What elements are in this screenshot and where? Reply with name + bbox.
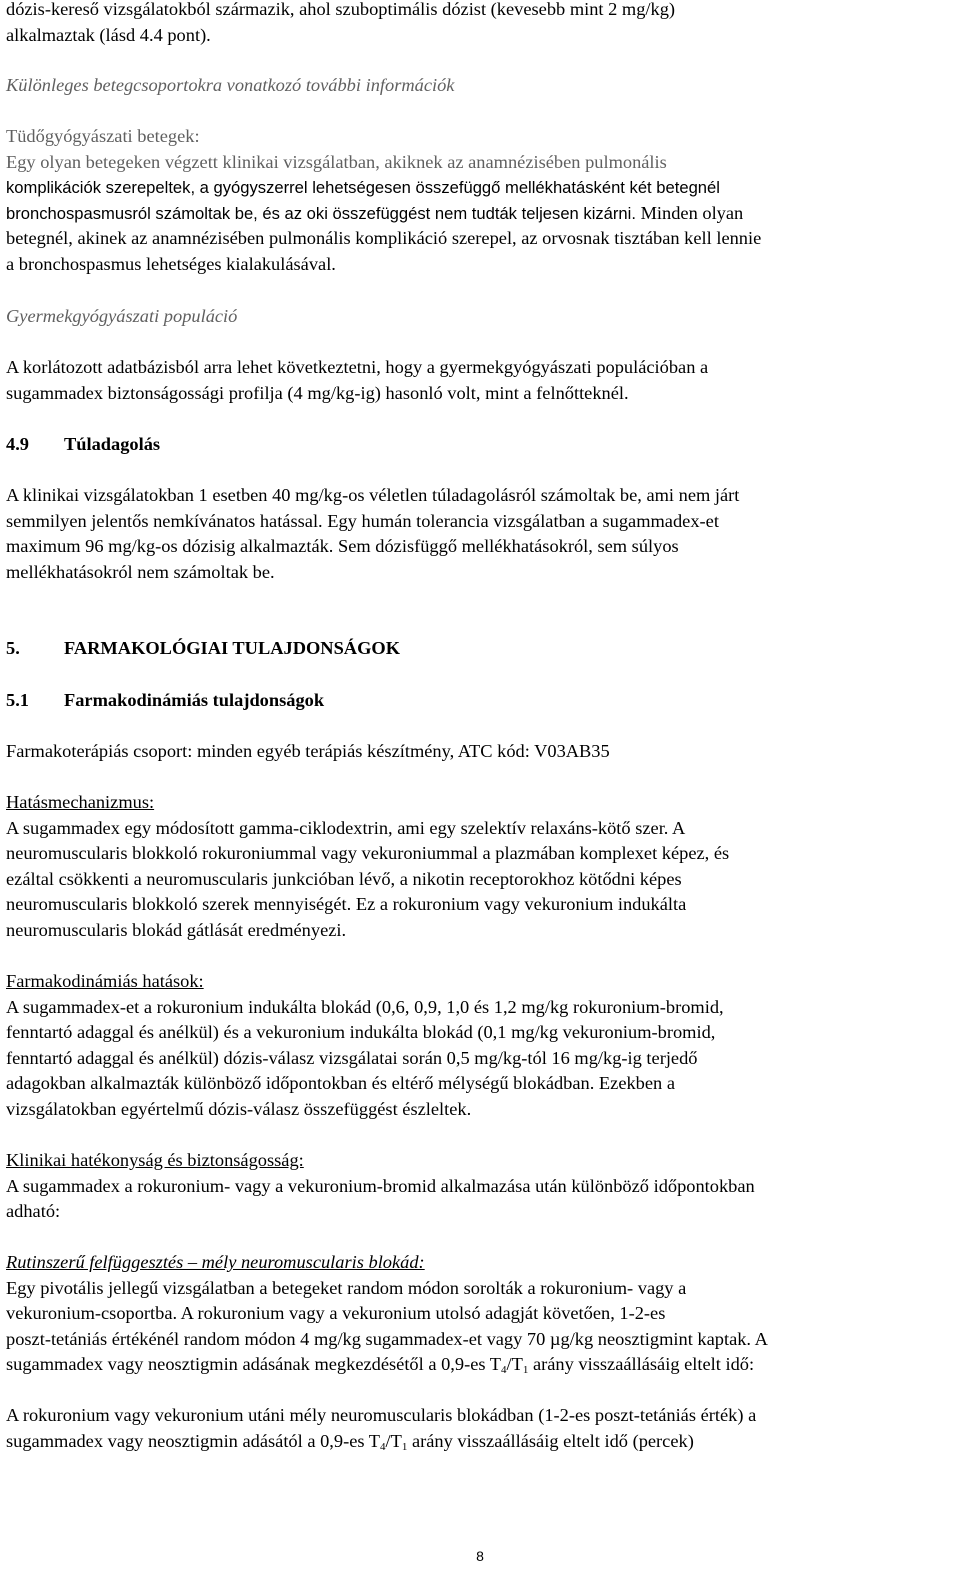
table-caption <box>6 1403 956 1454</box>
text-line: sugammadex biztonságossági profilja (4 mg/kg-ig) hasonló volt, mint a felnőtteknél. <box>6 382 629 403</box>
text-line: semmilyen jelentős nemkívánatos hatással. Egy humán tolerancia vizsgálatban a sugammadex-et <box>6 510 719 531</box>
text-line: poszt-tetániás értékénél random módon 4 mg/kg sugammadex-et vagy 70 µg/kg neosztigmint kaptak. A <box>6 1328 768 1349</box>
pulmonary-label: Tüdőgyógyászati betegek: <box>6 126 200 146</box>
section-number: 5. <box>6 638 20 658</box>
text-line: Egy olyan betegeken végzett klinikai vizsgálatban, akiknek az anamnézisében pulmonális <box>6 151 667 172</box>
pediatric-paragraph <box>6 355 956 406</box>
text-line: neuromuscularis blokkoló rokuroniummal vagy vekuroniummal a plazmában komplexet képez, és <box>6 843 730 864</box>
section-title: FARMAKOLÓGIAI TULAJDONSÁGOK <box>64 638 400 658</box>
text-line: A sugammadex-et a rokuronium indukálta blokád (0,6, 0,9, 1,0 és 1,2 mg/kg rokuronium-bromid, <box>6 996 724 1017</box>
text-line: fenntartó adaggal és anélkül) és a vekuronium indukálta blokád (0,1 mg/kg vekuronium-bromid, <box>6 1022 716 1043</box>
pd-effects-paragraph <box>6 969 956 1123</box>
text-line: vizsgálatokban egyértelmű dózis-válasz összefüggést észleltek. <box>6 1098 472 1119</box>
section-title: Farmakodinámiás tulajdonságok <box>64 690 325 710</box>
text-line: A sugammadex egy módosított gamma-ciklodextrin, ami egy szelektív relaxáns-kötő szer. A <box>6 817 686 838</box>
pd-effects-label: Farmakodinámiás hatások: <box>6 971 204 991</box>
pediatric-heading: Gyermekgyógyászati populáció <box>6 306 238 326</box>
text-line: sugammadex vagy neosztigmin adásának megkezdésétől a 0,9-es $T_4/T_1$ arány visszaállásáig eltelt idő: <box>6 1354 755 1377</box>
text-line: Minden olyan <box>635 202 744 223</box>
text-line: maximum 96 mg/kg-os dózisig alkalmazták. Sem dózisfüggő mellékhatásokról, sem súlyos <box>6 536 679 557</box>
text-line: adagokban alkalmazták különböző időpontokban és eltérő mélységű blokádban. Ezekben a <box>6 1073 675 1094</box>
efficacy-label: Klinikai hatékonyság és biztonságosság: <box>6 1150 304 1170</box>
text-line: dózis-kereső vizsgálatokból származik, ahol szuboptimális dózist (kevesebb mint 2 mg/kg) <box>6 0 676 19</box>
page-number: 8 <box>476 1548 484 1564</box>
therapeutic-group: Farmakoterápiás csoport: minden egyéb terápiás készítmény, ATC kód: V03AB35 <box>6 741 610 761</box>
overdose-paragraph <box>6 483 956 585</box>
routine-reversal-paragraph <box>6 1250 956 1378</box>
text-line: A rokuronium vagy vekuronium utáni mély neuromuscularis blokádban (1-2-es poszt-tetániás érték) a <box>6 1405 757 1425</box>
text-line: a bronchospasmus lehetséges kialakulásával. <box>6 253 336 274</box>
section-title: Túladagolás <box>64 434 161 454</box>
text-line: adható: <box>6 1201 61 1222</box>
text-line: vekuronium-csoportba. A rokuronium vagy a vekuronium utolsó adagját követően, 1-2-es <box>6 1303 666 1324</box>
text-line: fenntartó adaggal és anélkül) dózis-válasz vizsgálatai során 0,5 mg/kg-tól 16 mg/kg-ig terjedő <box>6 1047 698 1068</box>
section-number: 5.1 <box>6 690 29 710</box>
mechanism-paragraph <box>6 790 956 944</box>
mechanism-label: Hatásmechanizmus: <box>6 792 155 812</box>
text-line: A sugammadex a rokuronium- vagy a vekuronium-bromid alkalmazása után különböző időpontokban <box>6 1175 755 1196</box>
text-line: betegnél, akinek az anamnézisében pulmonális komplikáció szerepel, az orvosnak tisztában kell lennie <box>6 228 762 249</box>
text-line: sugammadex vagy neosztigmin adásától a 0,9-es $T_4/T_1$ arány visszaállásáig eltelt idő (percek) <box>6 1430 694 1453</box>
section-heading-overdose <box>6 432 956 458</box>
routine-label: Rutinszerű felfüggesztés – mély neuromuscularis blokád: <box>6 1252 425 1272</box>
text-line: A klinikai vizsgálatokban 1 esetben 40 mg/kg-os véletlen túladagolásról számoltak be, ami nem járt <box>6 485 740 505</box>
text-line: neuromuscularis blokád gátlását eredményezi. <box>6 919 347 940</box>
section-heading-5-1 <box>6 688 956 714</box>
section-heading-5 <box>6 636 956 662</box>
efficacy-paragraph <box>6 1148 956 1225</box>
text-line: ezáltal csökkenti a neuromuscularis junkcióban lévő, a nikotin receptorokhoz kötődni képes <box>6 868 682 889</box>
text-line: A korlátozott adatbázisból arra lehet következtetni, hogy a gyermekgyógyászati populációban a <box>6 357 709 377</box>
pulmonary-paragraph <box>6 124 956 278</box>
text-line: mellékhatásokról nem számoltak be. <box>6 561 275 582</box>
text-line: komplikációk szerepeltek, a gyógyszerrel lehetségesen összefüggő mellékhatásként két betegnél <box>6 178 720 198</box>
text-line: neuromuscularis blokkoló szerek mennyiségét. Ez a rokuronium vagy vekuronium indukálta <box>6 894 687 915</box>
special-groups-heading: Különleges betegcsoportokra vonatkozó további információk <box>6 75 455 95</box>
text-line: bronchospasmusról számoltak be, és az oki összefüggést nem tudták teljesen kizárni. <box>6 203 636 223</box>
text-line: alkalmaztak (lásd 4.4 pont). <box>6 24 211 45</box>
section-number: 4.9 <box>6 434 29 454</box>
intro-paragraph <box>6 0 956 48</box>
text-line: Egy pivotális jellegű vizsgálatban a betegeket random módon sorolták a rokuronium- vagy a <box>6 1277 687 1298</box>
